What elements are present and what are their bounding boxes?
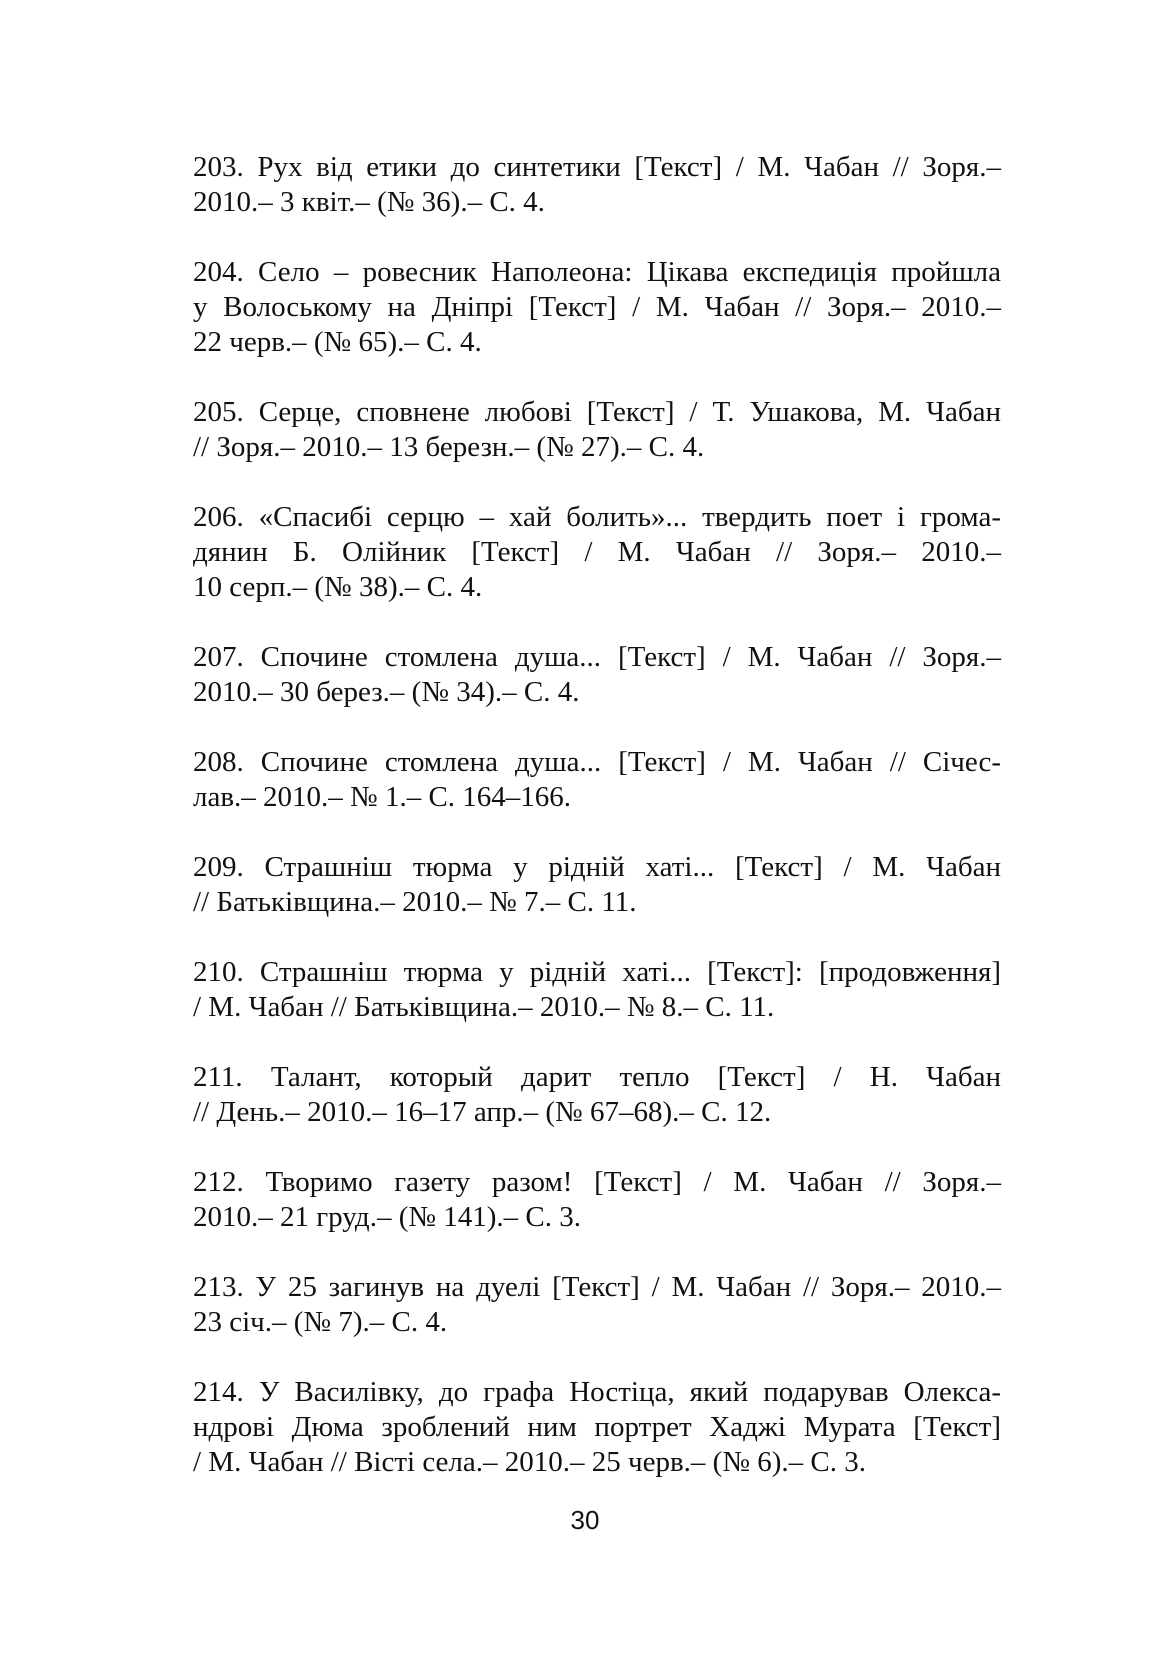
bibliography-entry-212 xyxy=(193,1165,1001,1235)
entry-line: 207. Спочине стомлена душа... [Текст] / М. Чабан // Зоря.– xyxy=(193,641,1001,673)
bibliography-entry-209 xyxy=(193,850,1001,920)
entry-line: 211. Талант, который дарит тепло [Текст] / Н. Чабан xyxy=(193,1061,1001,1093)
entry-line: 210. Страшніш тюрма у рідній хаті... [Текст]: [продовження] xyxy=(193,956,1001,988)
bibliography-entry-207 xyxy=(193,640,1001,710)
bibliography-entry-210 xyxy=(193,955,1001,1025)
bibliography-list xyxy=(193,150,1001,1480)
entry-line: у Волоському на Дніпрі [Текст] / М. Чабан // Зоря.– 2010.– xyxy=(193,291,1001,323)
page-number: 30 xyxy=(570,1505,600,1535)
bibliography-entry-213 xyxy=(193,1270,1001,1340)
bibliography-entry-214 xyxy=(193,1375,1001,1480)
entry-line: 203. Рух від етики до синтетики [Текст] / М. Чабан // Зоря.– xyxy=(193,151,1001,183)
entry-line: // День.– 2010.– 16–17 апр.– (№ 67–68).– С. 12. xyxy=(193,1096,772,1128)
entry-line: 22 черв.– (№ 65).– С. 4. xyxy=(193,326,482,358)
entry-line: // Батьківщина.– 2010.– № 7.– С. 11. xyxy=(193,886,637,918)
entry-line: 209. Страшніш тюрма у рідній хаті... [Текст] / М. Чабан xyxy=(193,851,1001,883)
entry-line: 205. Серце, сповнене любові [Текст] / Т. Ушакова, М. Чабан xyxy=(193,396,1001,428)
entry-line: 206. «Спасибі серцю – хай болить»... твердить поет і грома- xyxy=(193,501,1001,533)
bibliography-entry-204 xyxy=(193,255,1001,360)
bibliography-entry-211 xyxy=(193,1060,1001,1130)
bibliography-entry-203 xyxy=(193,150,1001,220)
entry-line: 10 серп.– (№ 38).– С. 4. xyxy=(193,571,483,603)
entry-line: 2010.– 21 груд.– (№ 141).– С. 3. xyxy=(193,1201,582,1233)
entry-line: ндрові Дюма зроблений ним портрет Хаджі Мурата [Текст] xyxy=(193,1411,1001,1443)
entry-line: / М. Чабан // Вісті села.– 2010.– 25 черв.– (№ 6).– С. 3. xyxy=(193,1446,866,1478)
entry-line: 214. У Василівку, до графа Ностіца, який подарував Олекса- xyxy=(193,1376,1001,1408)
entry-line: 2010.– 3 квіт.– (№ 36).– С. 4. xyxy=(193,186,545,218)
bibliography-entry-205 xyxy=(193,395,1001,465)
entry-line: лав.– 2010.– № 1.– С. 164–166. xyxy=(193,781,572,813)
entry-line: 213. У 25 загинув на дуелі [Текст] / М. Чабан // Зоря.– 2010.– xyxy=(193,1271,1001,1303)
entry-line: // Зоря.– 2010.– 13 березн.– (№ 27).– С. 4. xyxy=(193,431,705,463)
entry-line: дянин Б. Олійник [Текст] / М. Чабан // Зоря.– 2010.– xyxy=(193,536,1001,568)
entry-line: / М. Чабан // Батьківщина.– 2010.– № 8.– С. 11. xyxy=(193,991,775,1023)
entry-line: 23 січ.– (№ 7).– С. 4. xyxy=(193,1306,448,1338)
entry-line: 208. Спочине стомлена душа... [Текст] / М. Чабан // Січес- xyxy=(193,746,1001,778)
entry-line: 2010.– 30 берез.– (№ 34).– С. 4. xyxy=(193,676,580,708)
bibliography-entry-206 xyxy=(193,500,1001,605)
bibliography-entry-208 xyxy=(193,745,1001,815)
entry-line: 204. Село – ровесник Наполеона: Цікава експедиція пройшла xyxy=(193,256,1001,288)
entry-line: 212. Творимо газету разом! [Текст] / М. Чабан // Зоря.– xyxy=(193,1166,1001,1198)
